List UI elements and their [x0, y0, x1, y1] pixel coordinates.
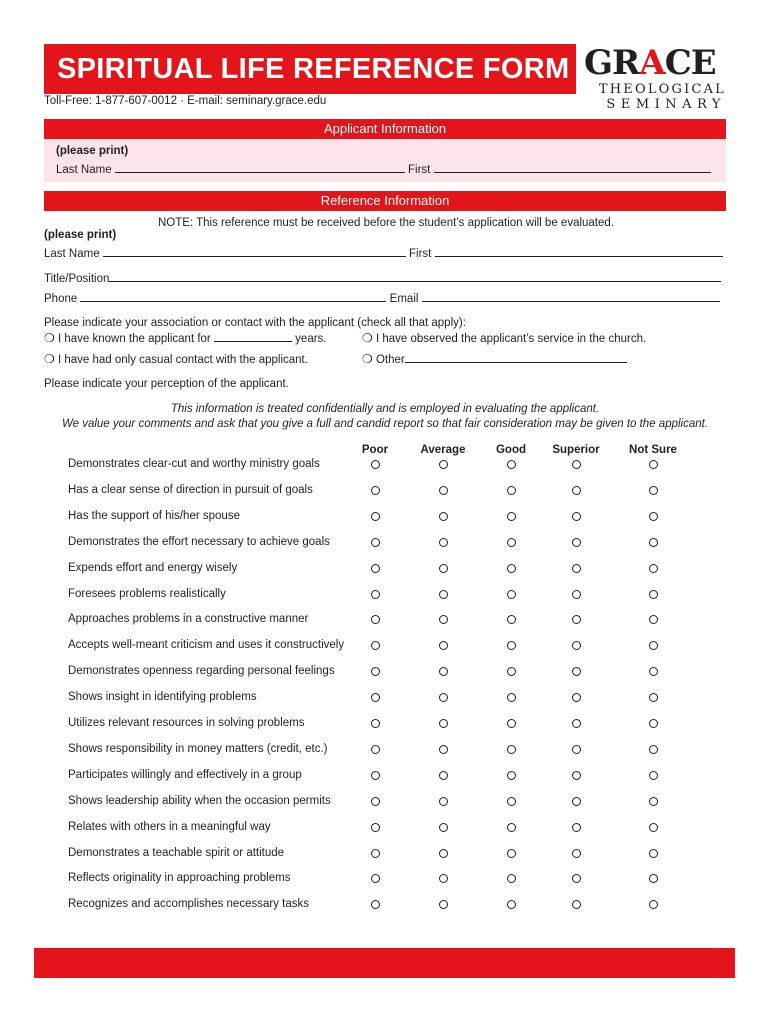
rating-radio[interactable] [572, 849, 581, 858]
rating-radio[interactable] [507, 693, 516, 702]
rating-radio[interactable] [439, 823, 448, 832]
rating-radio[interactable] [572, 641, 581, 650]
rating-radio[interactable] [649, 849, 658, 858]
rating-radio[interactable] [371, 486, 380, 495]
form-title: SPIRITUAL LIFE REFERENCE FORM [44, 44, 576, 94]
rating-row-label: Demonstrates clear-cut and worthy ministry goals [68, 458, 320, 470]
rating-radio[interactable] [371, 693, 380, 702]
rating-radio[interactable] [572, 486, 581, 495]
rating-radio[interactable] [439, 590, 448, 599]
rating-radio[interactable] [507, 797, 516, 806]
logo-main: GRACE [584, 43, 716, 83]
reference-last-name-field[interactable] [103, 246, 406, 257]
radio-bullet-icon: ❍ [44, 352, 55, 366]
rating-row-label: Relates with others in a meaningful way [68, 820, 271, 833]
footer-band [34, 948, 735, 978]
rating-radio[interactable] [371, 900, 380, 909]
rating-row-label: Has a clear sense of direction in pursuit of goals [68, 483, 313, 496]
logo-theological: THEOLOGICAL [598, 82, 726, 97]
rating-radio[interactable] [439, 512, 448, 521]
confidential-note: This information is treated confidentially and is employed in evaluating the applicant. [170, 403, 600, 415]
logo-seminary: SEMINARY [606, 97, 726, 112]
rating-radio[interactable] [371, 797, 380, 806]
rating-row-label: Demonstrates a teachable spirit or attitude [68, 846, 285, 859]
rating-radio[interactable] [371, 538, 380, 547]
rating-radio[interactable] [572, 564, 581, 573]
reference-title-field[interactable] [109, 271, 721, 282]
rating-radio[interactable] [371, 823, 380, 832]
rating-radio[interactable] [371, 874, 380, 883]
rating-row-label: Demonstrates the effort necessary to achieve goals [68, 535, 330, 548]
other-label: Other [375, 354, 405, 366]
column-header: Superior [552, 444, 600, 456]
rating-radio[interactable] [507, 745, 516, 754]
reference-title-row [44, 271, 721, 285]
observed-label: I have observed the applicant’s service in the church. [375, 333, 647, 345]
rating-row-label: Shows leadership ability when the occasion permits [68, 794, 331, 807]
association-casual-option[interactable] [44, 352, 308, 366]
rating-radio[interactable] [649, 538, 658, 547]
rating-radio[interactable] [371, 641, 380, 650]
rating-radio[interactable] [371, 849, 380, 858]
known-suffix: years. [295, 333, 327, 345]
reference-phone-field[interactable] [80, 291, 386, 302]
rating-row-label: Foresees problems realistically [68, 587, 226, 600]
applicant-last-name-label: Last Name [56, 164, 112, 176]
rating-radio[interactable] [572, 615, 581, 624]
rating-radio[interactable] [371, 460, 380, 469]
radio-bullet-icon: ❍ [362, 331, 373, 345]
reference-first-name-label: First [409, 248, 432, 260]
rating-radio[interactable] [572, 797, 581, 806]
rating-row-label: Expends effort and energy wisely [68, 561, 238, 574]
association-prompt: Please indicate your association or contact with the applicant (check all that apply): [44, 317, 466, 329]
rating-radio[interactable] [439, 693, 448, 702]
rating-radio[interactable] [439, 849, 448, 858]
rating-radio[interactable] [572, 874, 581, 883]
rating-radio[interactable] [439, 486, 448, 495]
rating-radio[interactable] [572, 460, 581, 469]
rating-radio[interactable] [507, 849, 516, 858]
reference-last-name-label: Last Name [44, 248, 100, 260]
rating-radio[interactable] [649, 771, 658, 780]
comments-note: We value your comments and ask that you give a full and candid report so that fair consideration may be given to the applicant. [61, 418, 709, 430]
applicant-first-name-field[interactable] [434, 162, 711, 173]
rating-radio[interactable] [439, 900, 448, 909]
rating-radio[interactable] [649, 745, 658, 754]
rating-row-label: Reflects originality in approaching problems [68, 872, 291, 885]
applicant-name-row [56, 162, 711, 176]
column-header: Good [495, 444, 527, 456]
rating-radio[interactable] [572, 512, 581, 521]
casual-label: I have had only casual contact with the applicant. [57, 354, 308, 366]
rating-row-label: Approaches problems in a constructive manner [68, 613, 309, 626]
other-field[interactable] [405, 352, 627, 363]
rating-radio[interactable] [649, 823, 658, 832]
rating-radio[interactable] [572, 745, 581, 754]
rating-radio[interactable] [649, 900, 658, 909]
applicant-last-name-field[interactable] [115, 162, 405, 173]
rating-radio[interactable] [572, 719, 581, 728]
rating-radio[interactable] [371, 745, 380, 754]
rating-radio[interactable] [507, 823, 516, 832]
rating-radio[interactable] [507, 641, 516, 650]
rating-row-label: Participates willingly and effectively in a group [68, 768, 302, 781]
rating-radio[interactable] [439, 564, 448, 573]
applicant-section-header: Applicant Information [44, 119, 726, 139]
rating-radio[interactable] [439, 771, 448, 780]
rating-radio[interactable] [371, 512, 380, 521]
rating-row-label: Recognizes and accomplishes necessary tasks [68, 898, 309, 911]
rating-radio[interactable] [439, 667, 448, 676]
rating-radio[interactable] [439, 615, 448, 624]
rating-radio[interactable] [649, 719, 658, 728]
rating-radio[interactable] [439, 719, 448, 728]
rating-radio[interactable] [371, 719, 380, 728]
rating-radio[interactable] [439, 538, 448, 547]
rating-radio[interactable] [649, 486, 658, 495]
rating-radio[interactable] [649, 667, 658, 676]
reference-section-header: Reference Information [44, 191, 726, 211]
rating-radio[interactable] [572, 693, 581, 702]
rating-radio[interactable] [649, 874, 658, 883]
rating-radio[interactable] [649, 641, 658, 650]
rating-radio[interactable] [507, 719, 516, 728]
column-header: Not Sure [629, 444, 677, 456]
perception-prompt: Please indicate your perception of the applicant. [44, 378, 289, 390]
rating-radio[interactable] [572, 667, 581, 676]
reference-contact-row [44, 291, 720, 305]
radio-bullet-icon: ❍ [44, 331, 55, 345]
rating-row-label: Has the support of his/her spouse [68, 509, 240, 522]
rating-radio[interactable] [507, 512, 516, 521]
rating-radio[interactable] [371, 564, 380, 573]
rating-radio[interactable] [572, 823, 581, 832]
rating-row-label: Accepts well-meant criticism and uses it constructively [68, 639, 345, 652]
rating-radio[interactable] [649, 797, 658, 806]
rating-row-label: Utilizes relevant resources in solving problems [68, 717, 305, 729]
rating-radio[interactable] [507, 460, 516, 469]
rating-radio[interactable] [371, 667, 380, 676]
rating-radio[interactable] [439, 874, 448, 883]
rating-row-label: Shows responsibility in money matters (credit, etc.) [68, 742, 328, 755]
radio-bullet-icon: ❍ [362, 352, 373, 366]
known-prefix: I have known the applicant for [57, 333, 211, 345]
rating-radio[interactable] [439, 745, 448, 754]
rating-radio[interactable] [507, 538, 516, 547]
rating-radio[interactable] [439, 460, 448, 469]
association-known-option[interactable] [44, 331, 327, 345]
rating-radio[interactable] [649, 564, 658, 573]
rating-radio[interactable] [572, 538, 581, 547]
rating-radio[interactable] [649, 693, 658, 702]
rating-row-label: Demonstrates openness regarding personal feelings [68, 665, 335, 678]
rating-radio[interactable] [507, 486, 516, 495]
column-header: Average [420, 444, 466, 456]
reference-title-label: Title/Position [44, 273, 110, 285]
rating-radio[interactable] [371, 615, 380, 624]
association-other-option[interactable] [362, 352, 627, 366]
rating-radio[interactable] [439, 641, 448, 650]
rating-radio[interactable] [649, 512, 658, 521]
rating-radio[interactable] [572, 590, 581, 599]
rating-radio[interactable] [649, 615, 658, 624]
rating-radio[interactable] [439, 797, 448, 806]
applicant-first-name-label: First [408, 164, 431, 176]
rating-radio[interactable] [507, 874, 516, 883]
rating-radio[interactable] [649, 460, 658, 469]
rating-radio[interactable] [649, 590, 658, 599]
reference-phone-label: Phone [44, 293, 78, 305]
association-observed-option[interactable] [362, 331, 646, 345]
rating-radio[interactable] [507, 667, 516, 676]
reference-name-row [44, 246, 723, 260]
applicant-please-print: (please print) [56, 145, 129, 157]
years-known-field[interactable] [214, 331, 292, 342]
rating-radio[interactable] [572, 900, 581, 909]
rating-radio[interactable] [371, 771, 380, 780]
rating-radio[interactable] [507, 564, 516, 573]
rating-radio[interactable] [507, 615, 516, 624]
rating-row-label: Shows insight in identifying problems [68, 691, 257, 704]
reference-please-print: (please print) [44, 229, 117, 241]
reference-email-field[interactable] [422, 291, 720, 302]
reference-email-label: Email [389, 293, 419, 305]
rating-radio[interactable] [507, 900, 516, 909]
grace-logo [584, 44, 726, 82]
rating-radio[interactable] [507, 771, 516, 780]
reference-first-name-field[interactable] [435, 246, 723, 257]
rating-radio[interactable] [507, 590, 516, 599]
rating-radio[interactable] [572, 771, 581, 780]
reference-note: NOTE: This reference must be received before the student’s application will be evaluated. [158, 217, 614, 229]
contact-info: Toll-Free: 1-877-607-0012 · E-mail: seminary.grace.edu [44, 95, 327, 107]
column-header: Poor [361, 444, 389, 456]
rating-radio[interactable] [371, 590, 380, 599]
